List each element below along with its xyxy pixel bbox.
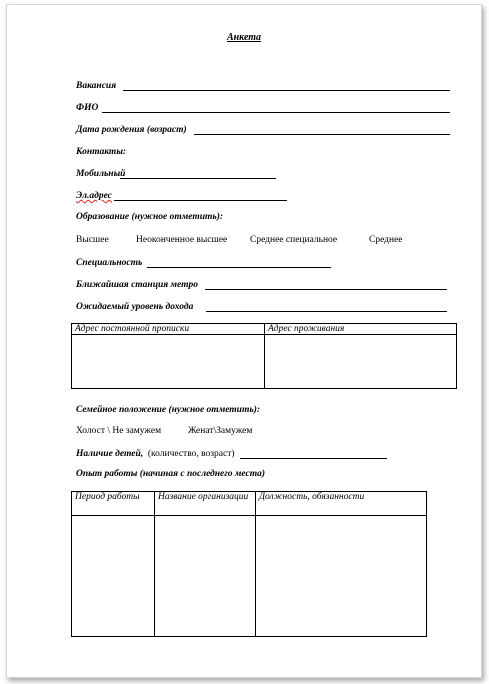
email-label: Эл.адрес: [76, 191, 112, 201]
address-table: [71, 323, 457, 389]
experience-period-cell[interactable]: [72, 516, 155, 637]
contacts-label: Контакты:: [76, 147, 127, 157]
children-label: Наличие детей,: [76, 449, 144, 459]
vacancy-field[interactable]: [123, 90, 450, 91]
specialty-label: Специальность: [76, 258, 143, 268]
family-option-married[interactable]: Женат\Замужем: [188, 426, 253, 436]
education-option-secondary-special[interactable]: Среднее специальное: [250, 235, 338, 245]
address-header-residence: Адрес проживания: [265, 324, 457, 335]
document-page: [6, 4, 482, 678]
experience-header-position: Должность, обязанности: [256, 492, 427, 516]
email-field[interactable]: [114, 200, 287, 201]
income-label: Ожидаемый уровень дохода: [76, 302, 194, 312]
residence-address-cell[interactable]: [265, 335, 457, 389]
metro-field[interactable]: [205, 289, 447, 290]
income-field[interactable]: [206, 311, 447, 312]
education-option-secondary[interactable]: Среднее: [369, 235, 403, 245]
fio-field[interactable]: [102, 112, 450, 113]
education-option-higher[interactable]: Высшее: [76, 235, 109, 245]
mobile-label: Мобильный: [76, 169, 126, 179]
birth-label: Дата рождения (возраст): [76, 125, 187, 135]
specialty-field[interactable]: [147, 267, 331, 268]
family-option-single[interactable]: Холост \ Не замужем: [76, 426, 162, 436]
address-header-registration: Адрес постоянной прописки: [72, 324, 265, 335]
family-label: Семейное положение (нужное отметить):: [76, 405, 261, 415]
metro-label: Ближайшая станция метро: [76, 280, 199, 290]
children-label-row: [76, 449, 235, 460]
children-hint: (количество, возраст): [147, 449, 235, 459]
experience-table: [71, 491, 427, 637]
mobile-field[interactable]: [120, 178, 276, 179]
experience-position-cell[interactable]: [256, 516, 427, 637]
children-field[interactable]: [240, 458, 387, 459]
education-option-incomplete-higher[interactable]: Неоконченное высшее: [136, 235, 228, 245]
birth-field[interactable]: [194, 134, 450, 135]
registration-address-cell[interactable]: [72, 335, 265, 389]
experience-header-period: Период работы: [72, 492, 155, 516]
vacancy-label: Вакансия: [76, 81, 117, 91]
education-label: Образование (нужное отметить):: [76, 212, 224, 222]
fio-label: ФИО: [76, 103, 99, 113]
experience-organization-cell[interactable]: [155, 516, 256, 637]
form-title: Анкета: [226, 32, 262, 43]
experience-label: Опыт работы (начиная с последнего места): [76, 469, 265, 479]
experience-header-organization: Название организации: [155, 492, 256, 516]
